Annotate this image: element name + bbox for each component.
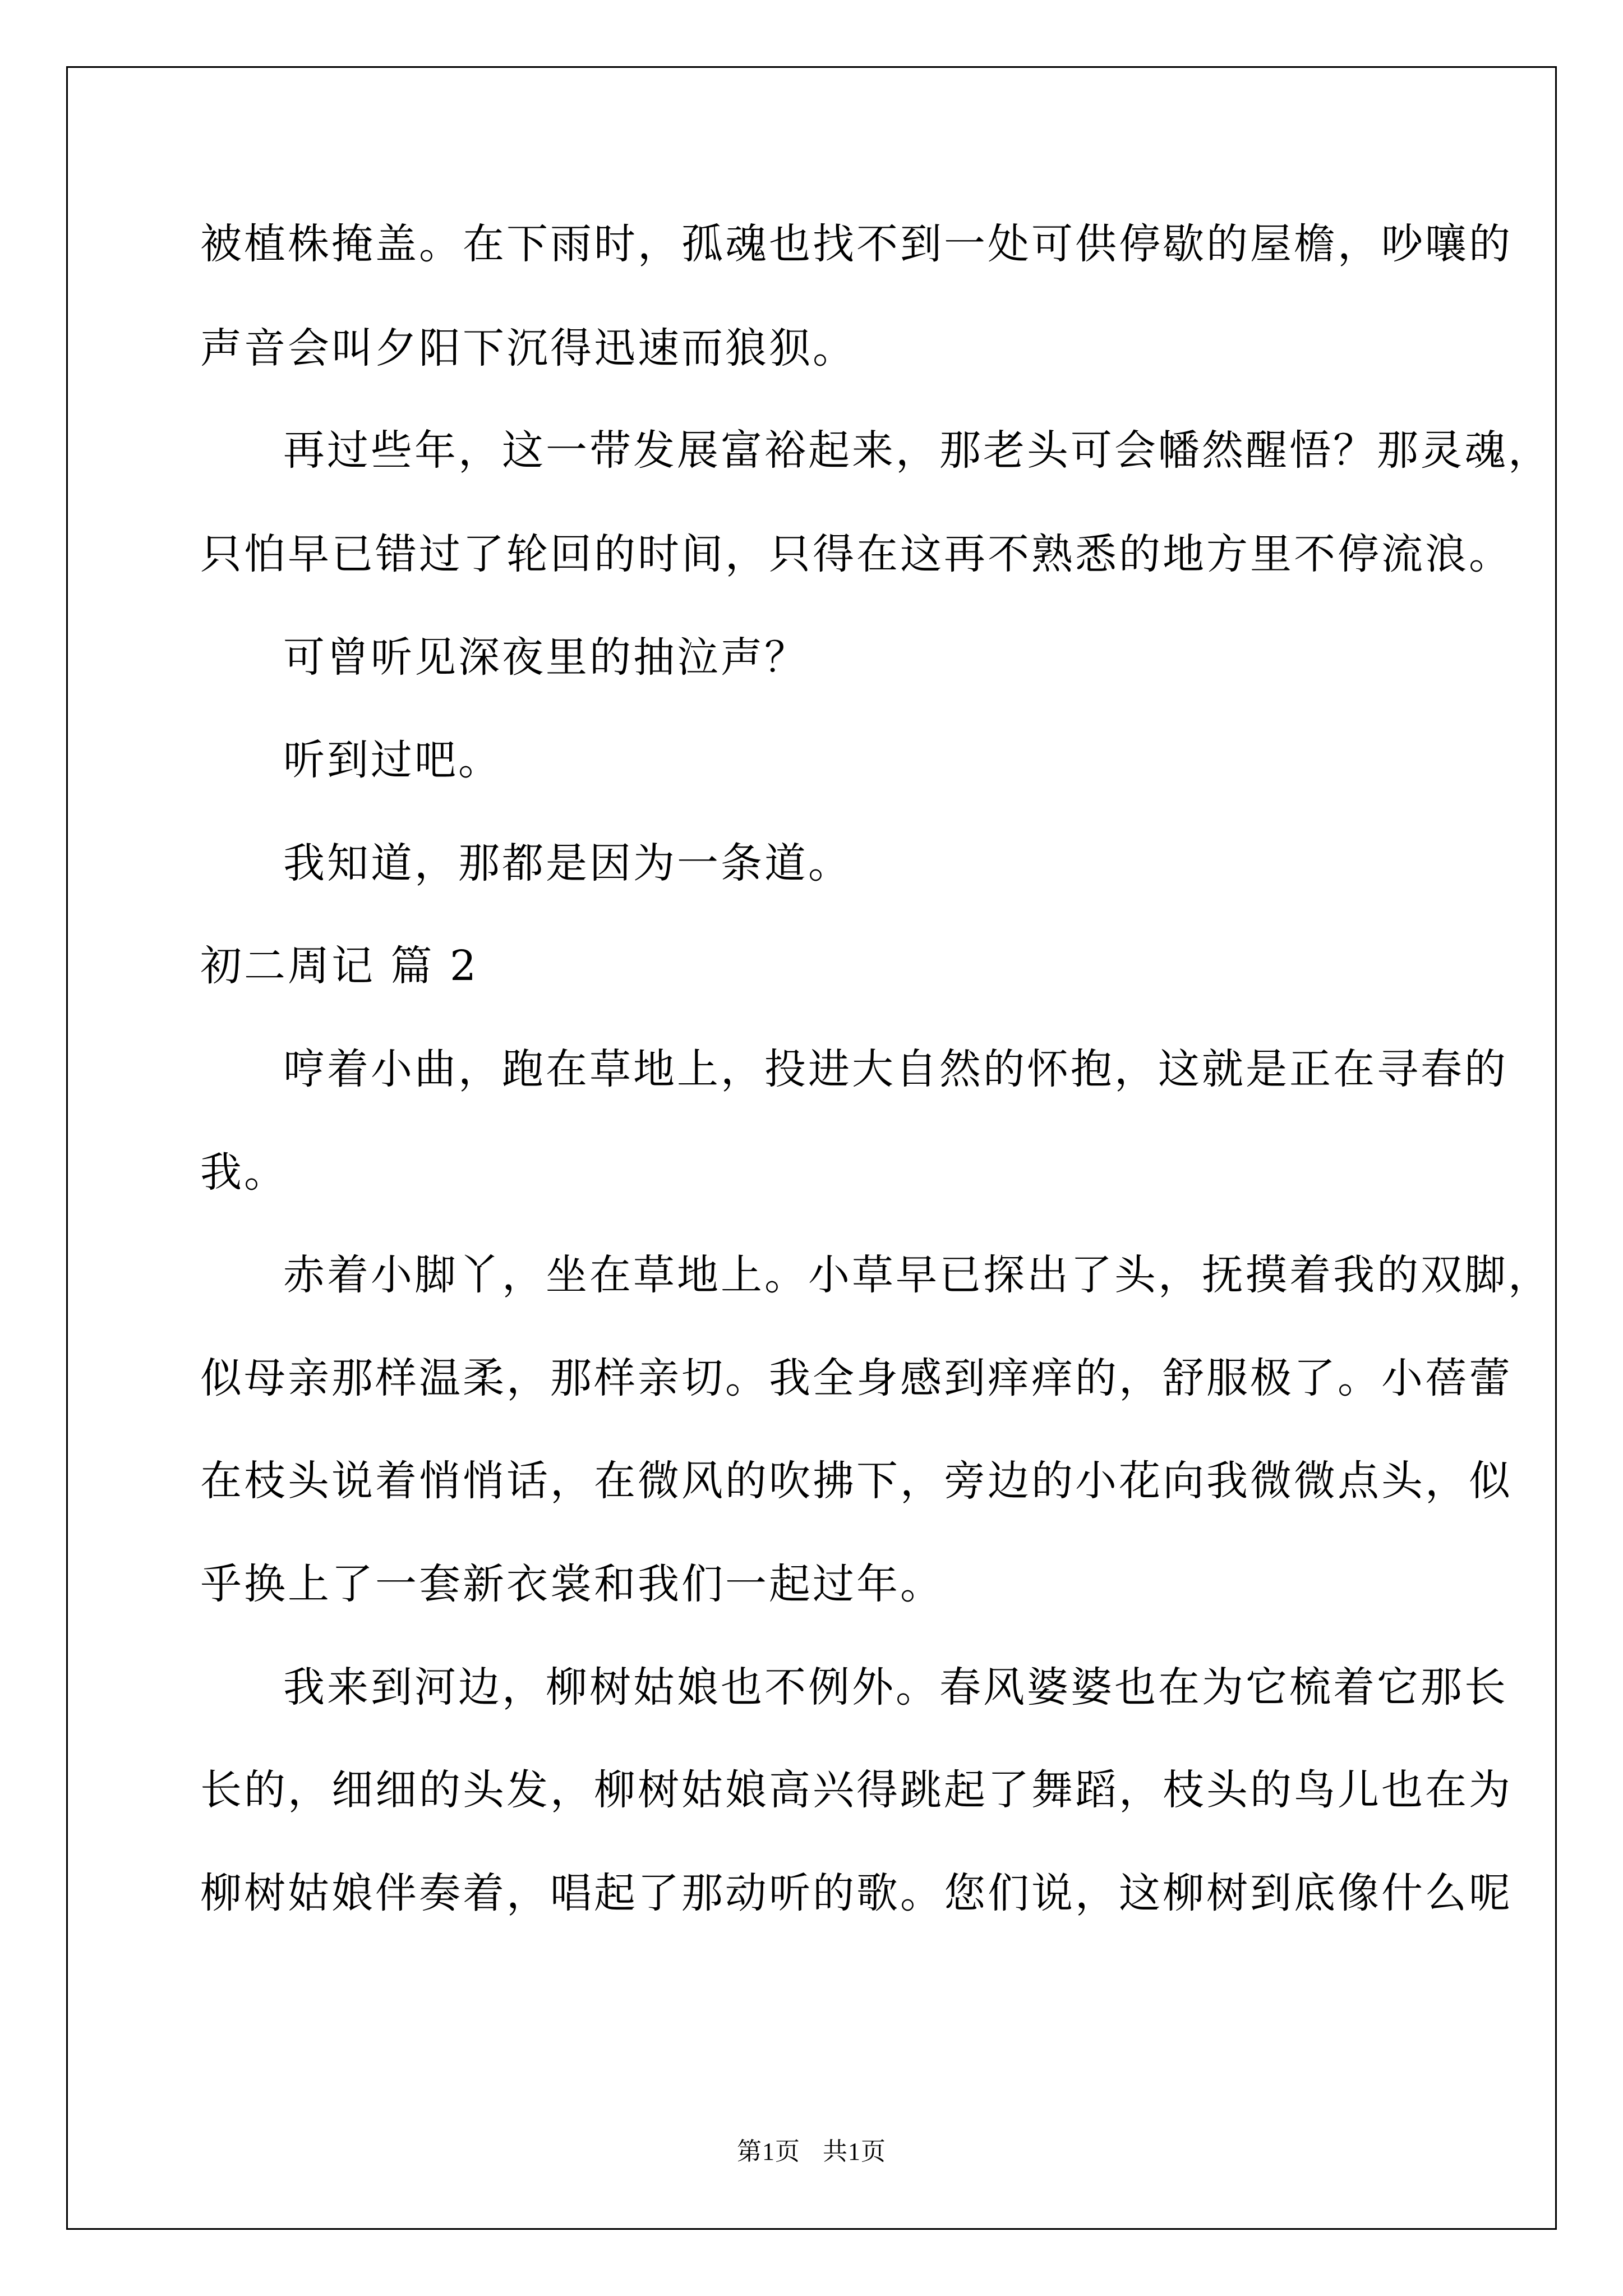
- paragraph-line: 柳树姑娘伴奏着，唱起了那动听的歌。您们说，这柳树到底像什么呢: [200, 1869, 1513, 1917]
- paragraph-line: 可曾听见深夜里的抽泣声？: [283, 633, 808, 682]
- paragraph-line: 似母亲那样温柔，那样亲切。我全身感到痒痒的，舒服极了。小蓓蕾: [200, 1354, 1513, 1402]
- paragraph-line: 哼着小曲，跑在草地上，投进大自然的怀抱，这就是正在寻春的: [283, 1045, 1508, 1093]
- paragraph-line: 我。: [200, 1148, 288, 1197]
- page-total: 共1页: [823, 2138, 886, 2165]
- page-footer: [0, 2135, 1623, 2169]
- paragraph-line: 在枝头说着悄悄话，在微风的吹拂下，旁边的小花向我微微点头，似: [200, 1457, 1513, 1505]
- paragraph-line: 长的，细细的头发，柳树姑娘高兴得跳起了舞蹈，枝头的鸟儿也在为: [200, 1766, 1513, 1814]
- paragraph-line: 再过些年，这一带发展富裕起来，那老头可会幡然醒悟？那灵魂，: [283, 426, 1552, 475]
- paragraph-line: 我来到河边，柳树姑娘也不例外。春风婆婆也在为它梳着它那长: [283, 1663, 1508, 1711]
- paragraph-line: 乎换上了一套新衣裳和我们一起过年。: [200, 1560, 944, 1608]
- paragraph-line: 被植株掩盖。在下雨时，孤魂也找不到一处可供停歇的屋檐，吵嚷的: [200, 220, 1513, 268]
- paragraph-line: 声音会叫夕阳下沉得迅速而狼狈。: [200, 324, 856, 372]
- paragraph-line: 只怕早已错过了轮回的时间，只得在这再不熟悉的地方里不停流浪。: [200, 530, 1513, 578]
- paragraph-line: 我知道，那都是因为一条道。: [283, 839, 852, 887]
- section-heading: 初二周记 篇 2: [200, 942, 479, 990]
- paragraph-line: 听到过吧。: [283, 736, 502, 784]
- page-number: 第1页: [737, 2138, 800, 2165]
- paragraph-line: 赤着小脚丫，坐在草地上。小草早已探出了头，抚摸着我的双脚，: [283, 1251, 1552, 1299]
